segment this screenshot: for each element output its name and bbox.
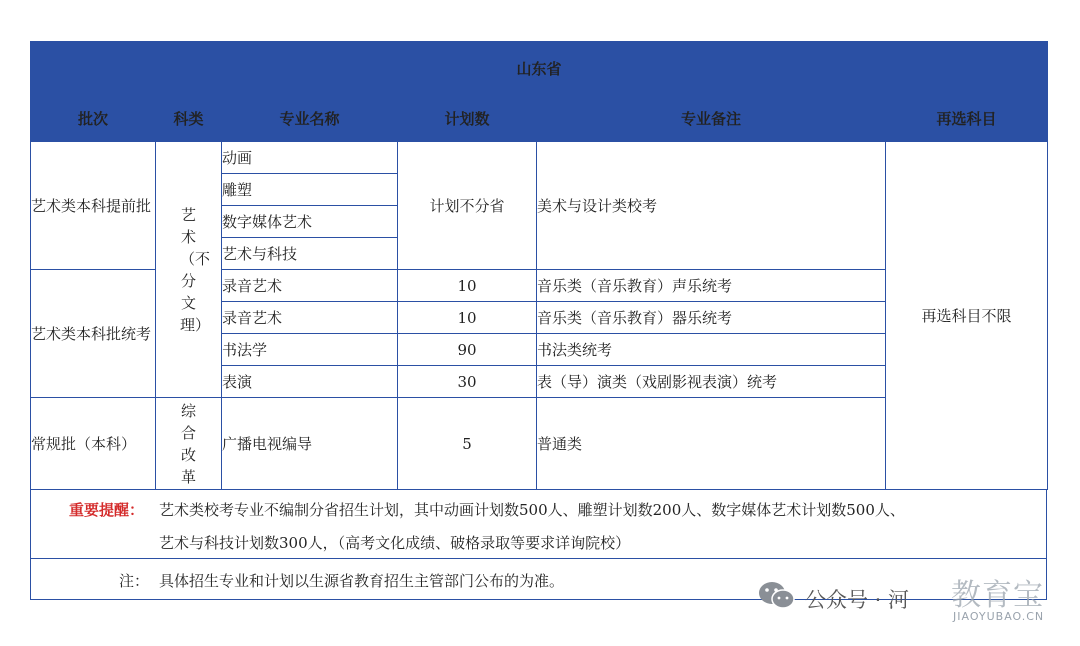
plan-count-cell: 10 [398,302,537,334]
major-cell: 录音艺术 [222,302,398,334]
batch-cell-regular: 常规批（本科） [31,398,156,490]
table-title: 山东省 [31,42,1048,95]
header-category: 科类 [156,95,222,142]
remark-cell: 表（导）演类（戏剧影视表演）统考 [537,366,886,398]
header-reselect-subject: 再选科目 [886,95,1048,142]
category-cell-reform [156,398,222,490]
plan-count-cell: 5 [398,398,537,490]
important-label: 重要提醒： [69,501,145,519]
watermark-account: 公众号 · 河 [805,588,910,612]
header-major-name: 专业名称 [222,95,398,142]
remark-cell: 音乐类（音乐教育）声乐统考 [537,270,886,302]
major-cell: 数字媒体艺术 [222,206,398,238]
header-major-remark: 专业备注 [537,95,886,142]
remark-cell: 普通类 [537,398,886,490]
wechat-logo-icon [757,580,797,612]
remark-cell: 美术与设计类校考 [537,142,886,270]
major-cell: 动画 [222,142,398,174]
header-plan-count: 计划数 [398,95,537,142]
plan-count-cell: 计划不分省 [398,142,537,270]
watermark-domain: JIAOYUBAO.CN [953,610,1045,623]
admission-plan-sheet [30,41,1047,600]
important-text-line1: 艺术类校考专业不编制分省招生计划，其中动画计划数500人、雕塑计划数200人、数字媒体艺术计划数500人、 [159,501,905,519]
major-cell: 书法学 [222,334,398,366]
footnote-text: 具体招生专业和计划以生源省教育招生主管部门公布的为准。 [159,572,565,590]
reselect-cell: 再选科目不限 [886,142,1048,490]
major-cell: 艺术与科技 [222,238,398,270]
remark-cell: 书法类统考 [537,334,886,366]
category-label-art: 艺术（不分文理） [180,205,211,334]
important-text-line2: 艺术与科技计划数300人，（高考文化成绩、破格录取等要求详询院校） [159,534,631,552]
category-cell-art [156,142,222,398]
plan-count-cell: 10 [398,270,537,302]
footnote-label: 注： [119,572,150,590]
major-cell: 录音艺术 [222,270,398,302]
header-batch: 批次 [31,95,156,142]
important-reminder [31,490,1046,559]
plan-count-cell: 90 [398,334,537,366]
header-row [31,95,1048,142]
category-label-reform: 综合改革 [180,401,196,486]
major-cell: 广播电视编导 [222,398,398,490]
watermark-brand: 教育宝 [951,578,1044,613]
batch-cell-advance: 艺术类本科提前批 [31,142,156,270]
plan-count-cell: 30 [398,366,537,398]
watermark [757,570,1067,630]
major-cell: 雕塑 [222,174,398,206]
major-cell: 表演 [222,366,398,398]
batch-cell-unified: 艺术类本科批统考 [31,270,156,398]
remark-cell: 音乐类（音乐教育）器乐统考 [537,302,886,334]
plan-table [30,41,1048,490]
table-row [31,142,1048,174]
